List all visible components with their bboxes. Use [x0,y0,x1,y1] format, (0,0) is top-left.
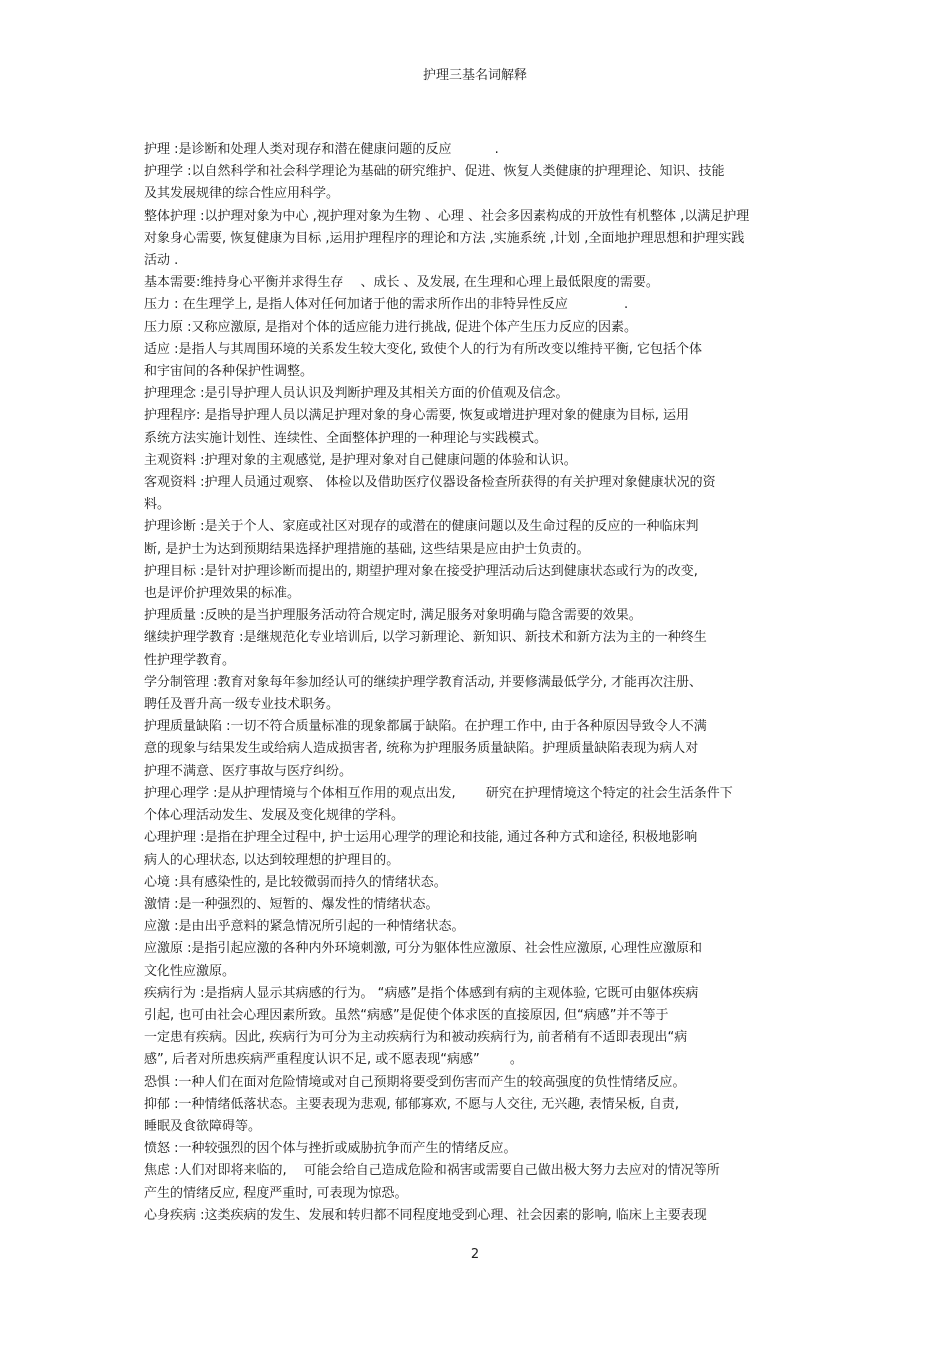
glossary-entry [144,716,864,783]
entry-line: 恐惧 :一种人们在面对危险情境或对自己预期将要受到伤害而产生的较高强度的负性情绪反应。 [144,1074,686,1090]
entry-line: 愤怒 :一种较强烈的因个体与挫折或威胁抗争而产生的情绪反应。 [144,1141,517,1157]
glossary-entry [144,516,864,560]
glossary-entry [144,206,864,273]
entry-line: 护理程序: 是指导护理人员以满足护理对象的身心需要, 恢复或增进护理对象的健康为目标, 运用 [144,408,690,424]
entry-line: 继续护理学教育 :是继规范化专业培训后, 以学习新理论、新知识、新技术和新方法为主的一种终生 [144,630,707,646]
entry-line: 感”, 后者对所患疾病严重程度认识不足, 或不愿表现“病感” 。 [144,1052,523,1068]
glossary-entry [144,1205,864,1227]
entry-line: 聘任及晋升高一级专业技术职务。 [144,697,340,713]
glossary-entry [144,1072,864,1094]
entry-line: 护理理念 :是引导护理人员认识及判断护理及其相关方面的价值观及信念。 [144,386,569,402]
entry-line: 护理目标 :是针对护理诊断而提出的, 期望护理对象在接受护理活动后达到健康状态或行为的改变, [144,563,698,579]
glossary-entry [144,916,864,938]
entry-line: 整体护理 :以护理对象为中心 ,视护理对象为生物 、心理 、社会多因素构成的开放性有机整体 ,以满足护理 [144,208,750,224]
glossary-entry [144,472,864,516]
page-header-title: 护理三基名词解释 [422,68,527,83]
entry-line: 护理诊断 :是关于个人、家庭或社区对现存的或潜在的健康问题以及生命过程的反应的一种临床判 [144,519,699,535]
glossary-entry [144,627,864,671]
entry-line: 引起, 也可由社会心理因素所致。虽然“病感”是促使个体求医的直接原因, 但“病感”并不等于 [144,1007,669,1023]
entry-line: 激情 :是一种强烈的、短暂的、爆发性的情绪状态。 [144,896,439,912]
glossary-entry [144,827,864,871]
glossary-entry [144,672,864,716]
entry-line: 对象身心需要, 恢复健康为目标 ,运用护理程序的理论和方法 ,实施系统 ,计划 ,全面地护理思想和护理实践 [144,230,745,246]
entry-line: 压力原 :又称应激原, 是指对个体的适应能力进行挑战, 促进个体产生压力反应的因素。 [144,319,638,335]
glossary-entry [144,272,864,294]
entry-line: 护理不满意、医疗事故与医疗纠纷。 [144,763,353,779]
entry-line: 护理心理学 :是从护理情境与个体相互作用的观点出发, 研究在护理情境这个特定的社会生活条件下 [144,785,733,801]
glossary-entry [144,339,864,383]
glossary-entry [144,561,864,605]
entry-line: 学分制管理 :教育对象每年参加经认可的继续护理学教育活动, 并要修满最低学分, 才能再次注册、 [144,674,703,690]
glossary-entry [144,450,864,472]
entry-line: 一定患有疾病。因此, 疾病行为可分为主动疾病行为和被动疾病行为, 前者稍有不适即表现出“病 [144,1030,688,1046]
entry-line: 疾病行为 :是指病人显示其病感的行为。 “病感”是指个体感到有病的主观体验, 它既可由躯体疾病 [144,985,699,1001]
entry-line: 心理护理 :是指在护理全过程中, 护士运用心理学的理论和技能, 通过各种方式和途径, 积极地影响 [144,830,698,846]
glossary-entry [144,294,864,316]
entry-line: 焦虑 :人们对即将来临的, 可能会给自己造成危险和祸害或需要自己做出极大努力去应对的情况等所 [144,1163,720,1179]
entry-line: 文化性应激原。 [144,963,236,979]
entry-line: 断, 是护士为达到预期结果选择护理措施的基础, 这些结果是应由护士负责的。 [144,541,590,557]
entry-line: 护理学 :以自然科学和社会科学理论为基础的研究维护、促进、恢复人类健康的护理理论、知识、技能 [144,164,725,180]
glossary-entry [144,139,864,161]
document-body [144,139,864,1227]
glossary-entry [144,983,864,1072]
entry-line: 基本需要:维持身心平衡并求得生存 、成长 、及发展, 在生理和心理上最低限度的需要。 [144,275,659,291]
entry-line: 系统方法实施计划性、连续性、全面整体护理的一种理论与实践模式。 [144,430,548,446]
entry-line: 心境 :具有感染性的, 是比较微弱而持久的情绪状态。 [144,874,447,890]
entry-line: 活动 . [144,253,179,269]
entry-line: 产生的情绪反应, 程度严重时, 可表现为惊恐。 [144,1185,408,1201]
entry-line: 及其发展规律的综合性应用科学。 [144,186,340,202]
entry-line: 护理质量 :反映的是当护理服务活动符合规定时, 满足服务对象明确与隐含需要的效果。 [144,608,642,624]
entry-line: 心身疾病 :这类疾病的发生、发展和转归都不同程度地受到心理、社会因素的影响, 临床上主要表现 [144,1207,707,1223]
entry-line: 病人的心理状态, 以达到较理想的护理目的。 [144,852,400,868]
glossary-entry [144,1138,864,1160]
entry-line: 睡眠及食欲障碍等。 [144,1118,262,1134]
glossary-entry [144,317,864,339]
glossary-entry [144,872,864,894]
glossary-entry [144,605,864,627]
glossary-entry [144,1094,864,1138]
entry-line: 护理 :是诊断和处理人类对现存和潜在健康问题的反应 . [144,142,499,157]
glossary-entry [144,383,864,405]
entry-line: 压力 : 在生理学上, 是指人体对任何加诸于他的需求所作出的非特异性反应 . [144,297,629,313]
entry-line: 应激 :是由出乎意料的紧急情况所引起的一种情绪状态。 [144,919,465,935]
glossary-entry [144,894,864,916]
entry-line: 和宇宙间的各种保护性调整。 [144,364,314,380]
glossary-entry [144,405,864,449]
glossary-entry [144,161,864,205]
entry-line: 护理质量缺陷 :一切不符合质量标准的现象都属于缺陷。在护理工作中, 由于各种原因导致令人不满 [144,719,707,735]
entry-line: 抑郁 :一种情绪低落状态。主要表现为悲观, 郁郁寡欢, 不愿与人交往, 无兴趣, 表情呆板, 自责, [144,1096,679,1112]
glossary-entry [144,1160,864,1204]
entry-line: 主观资料 :护理对象的主观感觉, 是护理对象对自己健康问题的体验和认识。 [144,452,577,468]
glossary-entry [144,938,864,982]
entry-line: 也是评价护理效果的标准。 [144,586,301,602]
entry-line: 个体心理活动发生、发展及变化规律的学科。 [144,808,405,824]
entry-line: 料。 [144,497,171,513]
entry-line: 性护理学教育。 [144,652,236,668]
entry-line: 客观资料 :护理人员通过观察、 体检以及借助医疗仪器设备检查所获得的有关护理对象健康状况的资 [144,475,716,491]
entry-line: 意的现象与结果发生或给病人造成损害者, 统称为护理服务质量缺陷。护理质量缺陷表现为病人对 [144,741,699,757]
entry-line: 适应 :是指人与其周围环境的关系发生较大变化, 致使个人的行为有所改变以维持平衡, 它包括个体 [144,341,703,357]
glossary-entry [144,783,864,827]
page-number: 2 [470,1247,480,1262]
entry-line: 应激原 :是指引起应激的各种内外环境刺激, 可分为躯体性应激原、社会性应激原, 心理性应激原和 [144,941,703,957]
